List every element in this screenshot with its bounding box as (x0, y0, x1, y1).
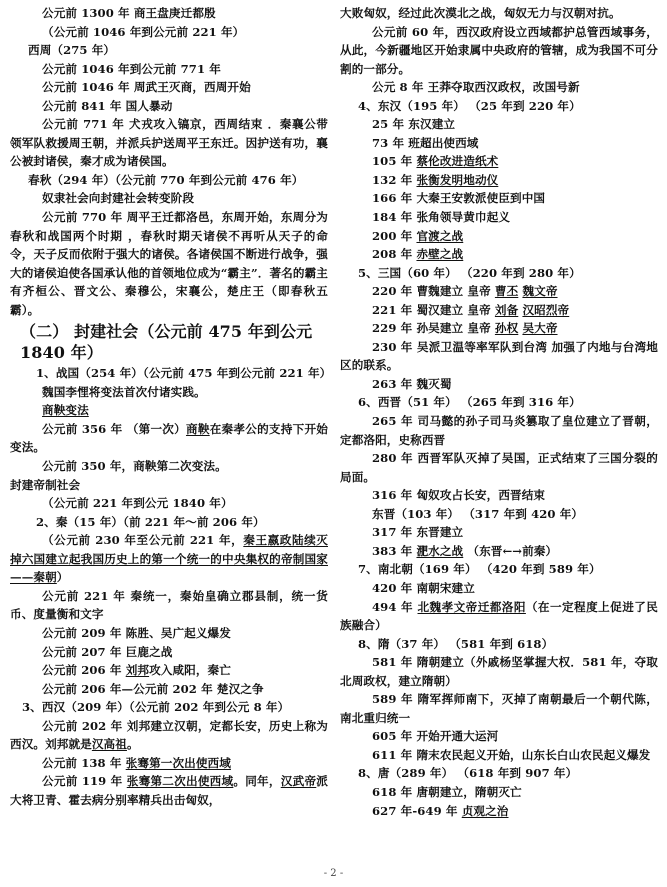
text-line: 263 年 魏灭蜀 (372, 376, 452, 391)
text-line: 公元前 350 年，商鞅第二次变法。 (42, 459, 227, 474)
paragraph: 611 年 隋末农民起义开始，山东长白山农民起义爆发 (372, 747, 651, 762)
section-heading-sui: 8、隋（37 年） （581 年到 618） (358, 636, 554, 651)
section-heading-xijin: 6、西晋（51 年） （265 年到 316 年） (358, 395, 581, 410)
text-span: 105 年 (372, 154, 417, 169)
underlined-term: 魏文帝 (522, 284, 558, 299)
underlined-term: 商鞅 (185, 421, 210, 436)
underlined-term: 北魏孝文帝迁都洛阳 (417, 599, 526, 614)
underlined-term: 赤壁之战 (416, 247, 464, 262)
text-line: 公元前 206 年—公元前 202 年 楚汉之争 (42, 681, 264, 696)
text-line (10, 661, 328, 680)
section-heading-donghan: 4、东汉（195 年） （25 年到 220 年） (358, 98, 581, 113)
text-line: 公元前 1046 年 周武王灭商，西周开始 (42, 80, 251, 95)
text-line (340, 152, 658, 171)
underlined-term: 官渡之战 (416, 228, 464, 243)
text-line: 公元前 841 年 国人暴动 (42, 98, 173, 113)
section-heading-tang: 8、唐（289 年） （618 年到 907 年） (358, 766, 578, 781)
text-span: 公元前 356 年 （第一次） (42, 421, 186, 436)
text-span: 攻入咸阳，秦亡 (149, 663, 231, 678)
paragraph: 公元前 771 年 犬戎攻入镐京，西周结束 ．秦襄公带领军队救援周王朝，并派兵护送周平王东迁。因护送有功，襄公被封诸侯，秦才成为诸侯国。 (10, 117, 328, 169)
underlined-term: 张骞第一次出使西域 (125, 755, 231, 770)
text-line: 公元前 1300 年 商王盘庚迁都殷 (42, 6, 216, 20)
text-span: 在秦孝公的支持下开始变法。 (10, 421, 328, 455)
text-span: 200 年 (372, 228, 417, 243)
paragraph: 公元前 60 年，西汉政府设立西域都护总管西域事务，从此，今新疆地区开始隶属中央政府的管辖，成为我国不可分割的一部分。 (340, 24, 658, 76)
text-span: （公元前 230 年至公元前 221 年， (42, 533, 244, 548)
underlined-term: 曹丕 (494, 284, 519, 299)
chapter-heading: （二） 封建社会（公元前 475 年到公元 1840 年） (20, 322, 313, 363)
underlined-term: 吴大帝 (522, 321, 558, 336)
text-line (10, 754, 328, 773)
text-span: 派大将卫青、霍去病分别率精兵出击匈奴， (10, 774, 328, 807)
paragraph (10, 531, 328, 587)
text-line (340, 282, 658, 301)
left-column (10, 4, 332, 809)
text-line: 605 年 开始开通大运河 (372, 729, 499, 744)
text-span: 公元前 138 年 (42, 755, 126, 770)
text-line: 73 年 班超出使西域 (372, 135, 479, 150)
text-line: 618 年 唐朝建立，隋朝灭亡 (372, 784, 522, 799)
text-line: （公元前 1046 年到公元前 221 年） (42, 24, 245, 39)
paragraph: 公元前 770 年 周平王迁都洛邑，东周开始，东周分为春秋和战国两个时期 ，春秋时期天诸侯不再听从天子的命令，天子反而依附于强大的诸侯。各诸侯国不断进行战争，强大的诸侯迫使各国承认他的首领地位成为“霸主”．著名的霸主有齐桓公、晋文公、秦穆公，宋襄公，楚庄王（即春秋五霸）。 (10, 210, 328, 317)
section-heading-diz: 封建帝制社会 (10, 477, 81, 492)
text-span: 383 年 (372, 543, 417, 558)
text-span: 公元前 202 年 刘邦建立汉朝，定都长安，历史上称为西汉。刘邦就是 (10, 718, 328, 752)
text-line: 公元前 1046 年到公元前 771 年 (42, 61, 221, 76)
text-line: 25 年 东汉建立 (372, 117, 456, 132)
right-column (340, 4, 658, 820)
text-line: 奴隶社会向封建社会转变阶段 (42, 191, 195, 206)
text-line: 公元前 207 年 巨鹿之战 (42, 644, 173, 659)
text-span: 229 年 孙吴建立 皇帝 (372, 321, 495, 336)
paragraph (10, 772, 328, 809)
section-heading-xizhou: 西周（275 年） (28, 43, 116, 58)
text-span: 。同年， (233, 774, 281, 789)
underlined-term: 汉武帝 (280, 774, 317, 789)
text-line: 317 年 东晋建立 (372, 525, 464, 540)
paragraph (340, 598, 658, 635)
section-heading-nanbeichao: 7、南北朝（169 年） （420 年到 589 年） (358, 562, 601, 577)
underlined-term: 秦王嬴政陆续灭掉六国建立起我国历史上的第一个统一的中央集权的帝制国家——秦朝 (10, 533, 328, 585)
paragraph (10, 717, 328, 754)
page-number: - 2 - (323, 868, 344, 879)
text-line: 184 年 张角领导黄巾起义 (372, 210, 511, 225)
section-heading-sanguo: 5、三国（60 年） （220 年到 280 年） (358, 265, 581, 280)
text-line: 166 年 大秦王安敦派使臣到中国 (372, 191, 546, 206)
paragraph (10, 420, 328, 457)
text-span: 627 年-649 年 (372, 803, 462, 818)
text-line (340, 301, 658, 320)
text-span: 公元前 206 年 (42, 663, 126, 678)
underlined-term: 商鞅变法 (42, 403, 89, 418)
section-heading-xihan: 3、西汉（209 年）（公元前 202 年到公元 8 年） (22, 700, 290, 715)
text-line (340, 245, 658, 264)
paragraph: 589 年 隋军挥师南下，灭掉了南朝最后一个朝代陈，南北重归统一 (340, 692, 658, 725)
underlined-term: 蔡伦改进造纸术 (416, 154, 499, 169)
paragraph: 230 年 吴派卫温等率军队到台湾 加强了内地与台湾地区的联系。 (340, 339, 658, 373)
underlined-term: 贞观之治 (461, 803, 509, 818)
text-span: 220 年 曹魏建立 皇帝 (372, 284, 495, 299)
text-line: 公元前 209 年 陈胜、吴广起义爆发 (42, 625, 231, 640)
text-span: （在一定程度上促进了民族融合） (340, 599, 658, 633)
text-span: 208 年 (372, 247, 417, 262)
text-span: 。 (126, 737, 139, 752)
text-span: （东晋←→前秦） (463, 543, 558, 558)
section-heading-zhanguo: 1、战国（254 年）（公元前 475 年到公元前 221 年） (36, 366, 332, 381)
text-line: （公元前 221 年到公元 1840 年） (42, 496, 233, 511)
text-line (340, 802, 658, 821)
text-span: 公元前 119 年 (42, 774, 127, 789)
text-line: 魏国李悝将变法首次付诸实践。 (42, 384, 206, 399)
text-line: 316 年 匈奴攻占长安，西晋结束 (372, 488, 546, 503)
text-line (340, 542, 658, 561)
text-span: 221 年 蜀汉建立 皇帝 (372, 302, 495, 317)
paragraph: 581 年 隋朝建立（外戚杨坚掌握大权．581 年，夺取北周政权，建立隋朝） (340, 655, 658, 688)
underlined-term: 张骞第二次出使西域 (126, 774, 234, 789)
section-heading-qin: 2、秦（15 年）（前 221 年～前 206 年） (36, 514, 265, 529)
underlined-term: 汉昭烈帝 (522, 302, 570, 317)
text-span: ） (56, 570, 69, 585)
paragraph: 大败匈奴，经过此次漠北之战，匈奴无力与汉朝对抗。 (340, 6, 621, 20)
paragraph: 280 年 西晋军队灭掉了吴国，正式结束了三国分裂的局面。 (340, 451, 658, 484)
underlined-term: 汉高祖 (91, 737, 127, 752)
text-line (10, 401, 328, 420)
text-span: 494 年 (372, 599, 418, 614)
text-line (340, 227, 658, 246)
text-line (340, 319, 658, 338)
underlined-term: 孙权 (494, 321, 519, 336)
text-line: 公元 8 年 王莽夺取西汉政权，改国号新 (372, 80, 580, 95)
paragraph: 公元前 221 年 秦统一，秦始皇确立郡县制，统一货币、度量衡和文字 (10, 588, 328, 622)
section-heading-dongjin: 东晋（103 年） （317 年到 420 年） (372, 506, 584, 521)
underlined-term: 刘备 (494, 302, 519, 317)
underlined-term: 刘邦 (125, 663, 150, 678)
text-line (340, 171, 658, 190)
underlined-term: 张衡发明地动仪 (416, 172, 499, 187)
text-span: 132 年 (372, 172, 417, 187)
section-heading-chunqiu: 春秋（294 年）（公元前 770 年到公元前 476 年） (28, 172, 304, 187)
paragraph: 265 年 司马懿的孙子司马炎篡取了皇位建立了晋朝，定都洛阳，史称西晋 (340, 414, 658, 447)
text-line: 420 年 南朝宋建立 (372, 580, 475, 595)
underlined-term: 淝水之战 (416, 543, 464, 558)
